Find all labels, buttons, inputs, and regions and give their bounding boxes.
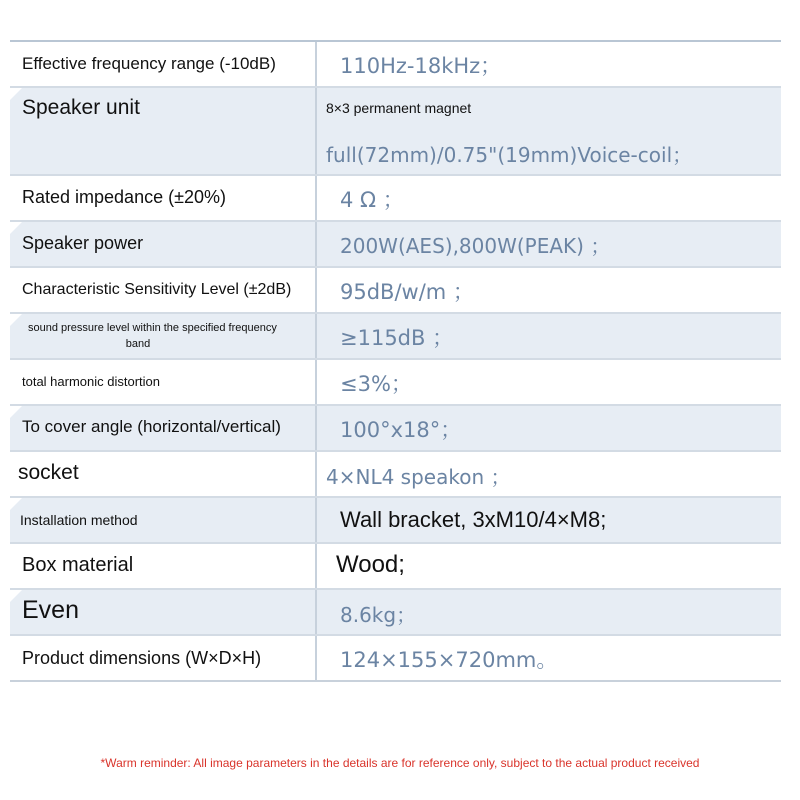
spec-row-box-material — [10, 544, 781, 590]
column-divider — [315, 636, 317, 680]
spec-label: Even — [22, 596, 79, 624]
spec-row-weight — [10, 590, 781, 636]
spec-value: 8.6kg； — [340, 603, 417, 627]
spec-label: Effective frequency range (-10dB) — [22, 54, 276, 73]
spec-label: Speaker unit — [22, 96, 140, 119]
spec-value: 4 Ω ； — [340, 188, 404, 212]
spec-value-line2: full(72mm)/0.75"(19mm)Voice-coil； — [326, 143, 693, 167]
corner-decoration — [10, 406, 22, 418]
spec-label: Product dimensions (W×D×H) — [22, 648, 262, 668]
spec-label: To cover angle (horizontal/vertical) — [22, 417, 281, 436]
spec-label: Box material — [22, 554, 134, 576]
spec-row-impedance — [10, 176, 781, 222]
spec-label-line1: sound pressure level within the specified frequency — [28, 322, 277, 334]
column-divider — [315, 544, 317, 588]
column-divider — [315, 498, 317, 542]
spec-value-line1: 8×3 permanent magnet — [326, 100, 472, 116]
spec-table — [10, 40, 781, 682]
spec-value: 124×155×720mm。 — [340, 648, 558, 672]
spec-value: ≥115dB ； — [340, 326, 454, 350]
spec-row-sensitivity — [10, 268, 781, 314]
column-divider — [315, 222, 317, 266]
column-divider — [315, 314, 317, 358]
spec-row-spl — [10, 314, 781, 360]
column-divider — [315, 176, 317, 220]
corner-decoration — [10, 88, 22, 100]
column-divider — [315, 268, 317, 312]
column-divider — [315, 88, 317, 174]
column-divider — [315, 360, 317, 404]
corner-decoration — [10, 314, 22, 326]
spec-row-thd — [10, 360, 781, 406]
spec-value: ≤3%； — [340, 372, 412, 396]
spec-row-speaker-unit — [10, 88, 781, 176]
spec-value: 200W(AES),800W(PEAK) ； — [340, 234, 611, 258]
spec-row-power — [10, 222, 781, 268]
column-divider — [315, 406, 317, 450]
corner-decoration — [10, 590, 22, 602]
spec-row-frequency-range — [10, 42, 781, 88]
spec-row-installation — [10, 498, 781, 544]
spec-label: total harmonic distortion — [22, 374, 161, 389]
spec-value: 110Hz-18kHz； — [340, 54, 502, 78]
spec-label: Installation method — [20, 512, 138, 528]
column-divider — [315, 452, 317, 496]
spec-row-coverage — [10, 406, 781, 452]
column-divider — [315, 42, 317, 86]
spec-value: Wood; — [336, 551, 405, 578]
spec-label: Rated impedance (±20%) — [22, 187, 226, 207]
warm-reminder-footnote: *Warm reminder: All image parameters in the details are for reference only, subject to the actual product received — [100, 756, 700, 770]
spec-value: 4×NL4 speakon ； — [326, 465, 511, 489]
spec-label: Speaker power — [22, 233, 144, 253]
corner-decoration — [10, 498, 22, 510]
spec-label — [28, 320, 277, 352]
spec-value: 100°x18°； — [340, 418, 462, 442]
spec-label-line2: band — [125, 338, 151, 350]
spec-value: 95dB/w/m ； — [340, 280, 474, 304]
spec-label: socket — [18, 461, 79, 484]
spec-label: Characteristic Sensitivity Level (±2dB) — [22, 281, 292, 298]
spec-value: Wall bracket, 3xM10/4×M8; — [340, 507, 607, 532]
spec-row-socket — [10, 452, 781, 498]
corner-decoration — [10, 222, 22, 234]
column-divider — [315, 590, 317, 634]
spec-row-dimensions — [10, 636, 781, 680]
